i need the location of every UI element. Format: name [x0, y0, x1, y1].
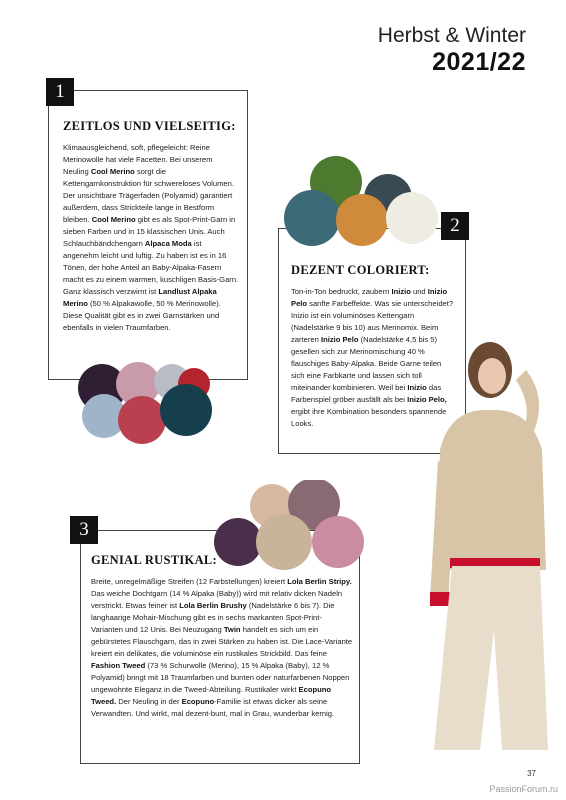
yarn-balls-group-1: [74, 362, 220, 444]
section-2-number: 2: [441, 212, 469, 240]
section-1-text: Klimaausgleichend, soft, pflegeleicht: Reine Merinowolle hat viele Facetten. Bei unserem Neuling Cool Merino sorgt die Kettengarnkonstruktion für schwereloses Volumen. Der unsichtbare Trägerfaden (Polyamid) garantiert außerdem, dass Strickteile lange in Bestform bleiben. Cool Merino gibt es als Spot-Print-Garn in sieben Farben und in 15 klassischen Unis. Auch Schlauchbändchengarn Alpaca Moda ist angenehm leicht und luftig. Zu haben ist es in 16 Tönen, der hohe Anteil an Baby-Alpaka-Fasern macht es zu einem warmen, kuschligen Basis-Garn. Ganz klassisch verzwirnt ist Landlust Alpaka Merino (50 % Alpakawolle, 50 % Merinowolle). Diese Qualität gibt es in zwei Garnstärken und ebenfalls in vielen Traumfarben.: [63, 143, 239, 332]
section-2-text: Ton-in-Ton bedruckt, zaubern Inizio und Inizio Pelo sanfte Farbeffekte. Was sie unterscheidet? Inizio ist ein voluminöses Kettengarn (Nadelstärke 9 bis 10) aus Merinomix. Beim zarteren Inizio Pelo (Nadelstärke 4,5 bis 5) gesellen sich zur Merinomischung 40 % flauschiges Baby-Alpaka. Beide Garne teilen sich eine Farbkarte und lassen sich toll miteinander kombinieren. Weil bei Inizio das Farbenspiel gröber ausfällt als bei Inizio Pelo, ergibt ihre Kombination besonders spannende Looks.: [291, 287, 454, 428]
section-3-text: Breite, unregelmäßige Streifen (12 Farbstellungen) kreiert Lola Berlin Stripy. Das weiche Dochtgarn (14 % Alpaka (Baby)) wird mit relativ dicken Nadeln verstrickt. Etwas feiner ist Lola Berlin Brushy (Nadelstärke 6 bis 7). Die langhaarige Mohair-Mischung gibt es in sechs markanten Spot-Print-Varianten und 12 Unis. Bei Neuzugang Twin handelt es sich um ein gebürstetes Flauschgarn, das in zwei Stärken zu haben ist. Die Lace-Variante kreiert ein delikates, die voluminöse ein rustikales Strickbild. Das feine Fashion Tweed (73 % Schurwolle (Merino), 15 % Alpaka (Baby), 12 % Polyamid) bringt mit 18 Traumfarben und bunten oder naturfarbenen Noppen ungewohnte Eleganz in die Tweed-Abteilung. Rustikaler wirkt Ecopuno Tweed. Der Neuling in der Ecopuno-Familie ist etwas dicker als seine Verwandten. Und wirkt, mal dezent-bunt, mal in Grau, wunderbar kernig.: [91, 577, 353, 718]
section-3-heading: GENIAL RUSTIKAL:: [91, 553, 218, 567]
header-title: Herbst & Winter: [377, 24, 526, 47]
section-2-heading: DEZENT COLORIERT:: [291, 263, 430, 277]
watermark: PassionForum.ru: [489, 784, 558, 794]
page-header: [378, 24, 526, 76]
yarn-balls-group-3: [214, 480, 374, 572]
section-3-number: 3: [70, 516, 98, 544]
header-year: 2021/22: [432, 48, 526, 76]
yarn-balls-group-2: [280, 156, 440, 250]
section-1-number: 1: [46, 78, 74, 106]
model-photo: [430, 330, 550, 770]
section-1-heading: ZEITLOS UND VIELSEITIG:: [63, 119, 236, 133]
section-1-frame: [48, 90, 248, 380]
page-number: 37: [527, 769, 536, 778]
